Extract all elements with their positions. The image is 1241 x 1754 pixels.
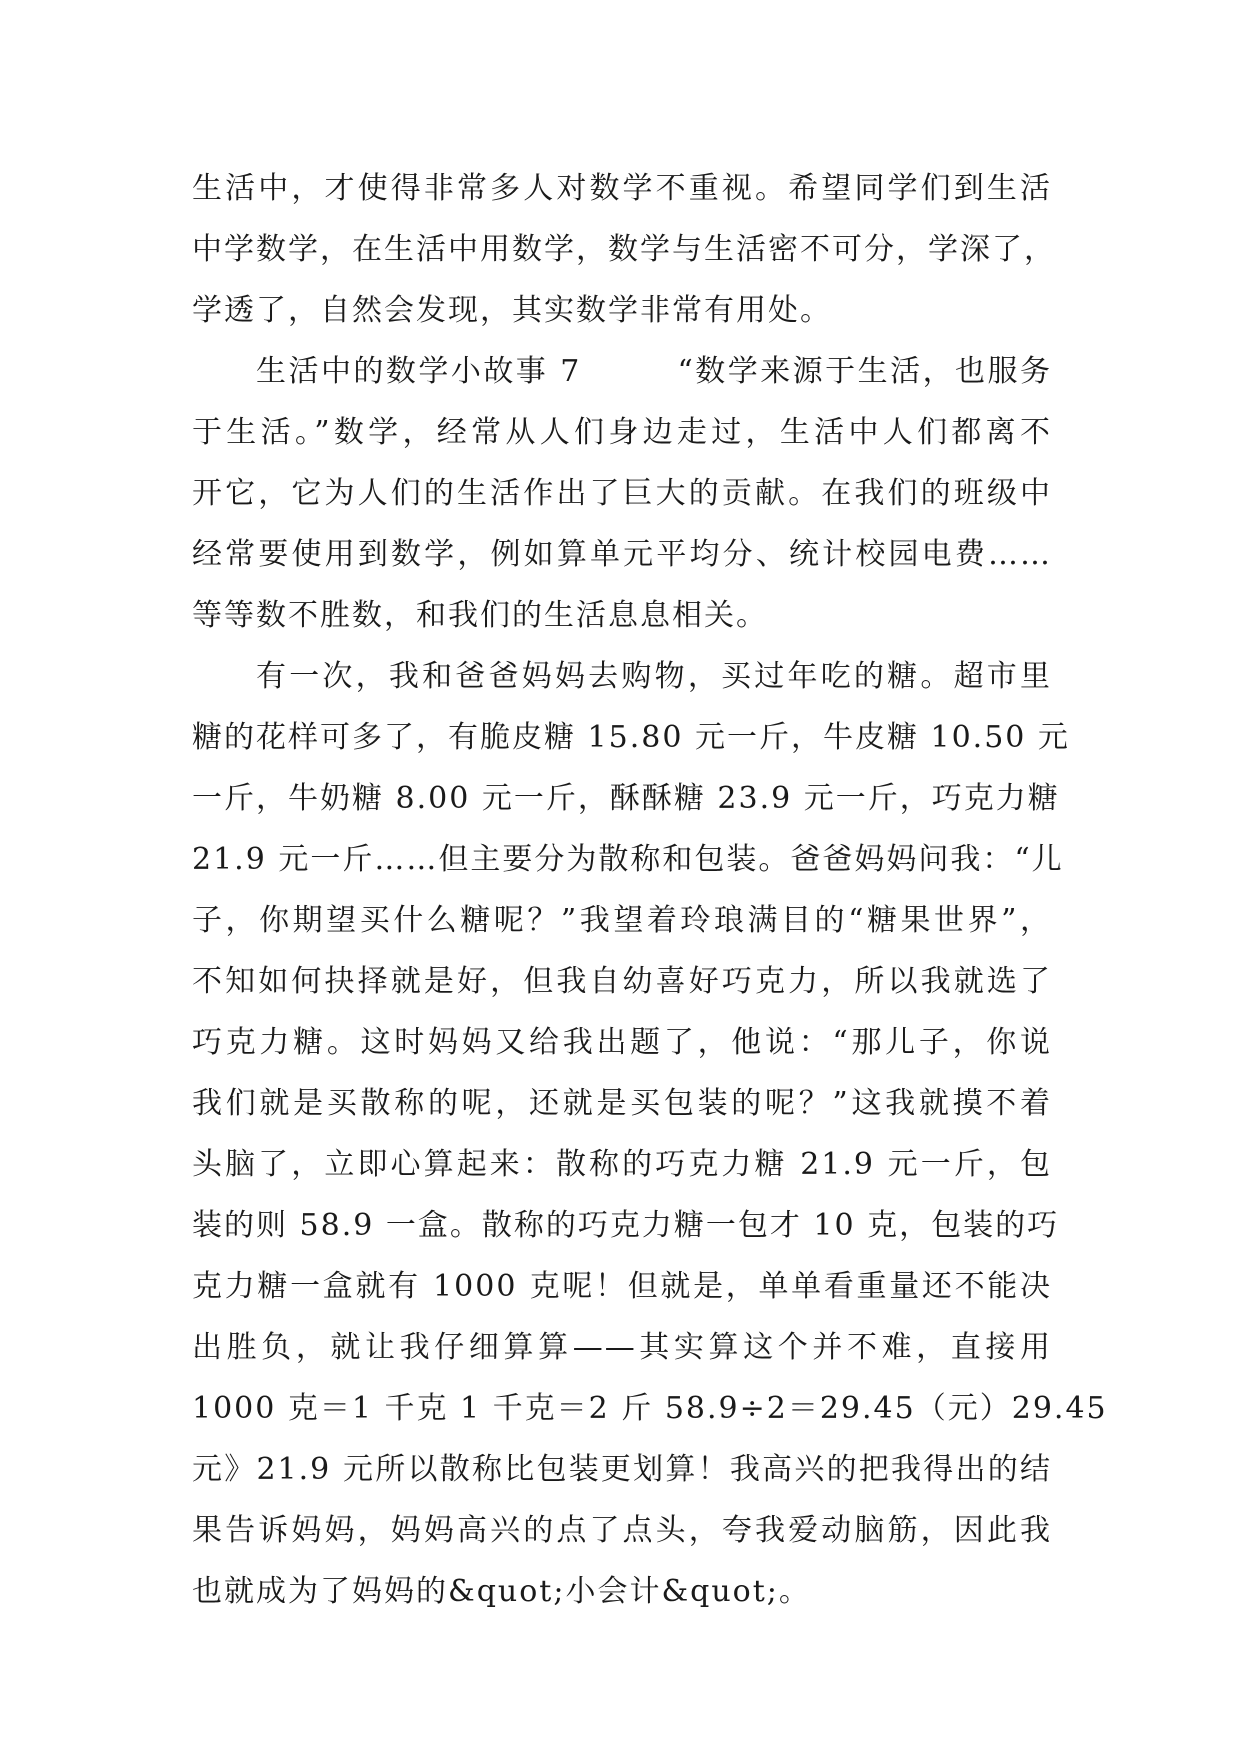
body-text (192, 158, 1108, 1622)
text-line: 子，你期望买什么糖呢？”我望着玲琅满目的“糖果世界”， (192, 903, 1052, 938)
paragraph-2 (192, 341, 1052, 646)
text-line: 于生活。”数学，经常从人们身边走过，生活中人们都离不 (192, 415, 1052, 450)
text-line: 有一次，我和爸爸妈妈去购物，买过年吃的糖。超市里 (256, 659, 1052, 694)
text-line: 生活中的数学小故事 7 “数学来源于生活，也服务 (256, 354, 1052, 389)
text-line: 果告诉妈妈，妈妈高兴的点了点头，夸我爱动脑筋，因此我 (192, 1513, 1052, 1548)
text-line: 等等数不胜数，和我们的生活息息相关。 (192, 598, 768, 633)
text-line: 元》21.9 元所以散称比包装更划算！我高兴的把我得出的结 (192, 1452, 1052, 1487)
text-line: 也就成为了妈妈的&quot;小会计&quot;。 (192, 1574, 811, 1609)
text-line: 不知如何抉择就是好，但我自幼喜好巧克力，所以我就选了 (192, 964, 1052, 999)
text-line: 我们就是买散称的呢，还就是买包装的呢？”这我就摸不着 (192, 1086, 1052, 1121)
text-line: 中学数学，在生活中用数学，数学与生活密不可分，学深了， (192, 232, 1056, 267)
text-line: 开它，它为人们的生活作出了巨大的贡献。在我们的班级中 (192, 476, 1052, 511)
text-line: 克力糖一盒就有 1000 克呢！但就是，单单看重量还不能决 (192, 1269, 1052, 1304)
text-line: 一斤，牛奶糖 8.00 元一斤，酥酥糖 23.9 元一斤，巧克力糖 (192, 781, 1060, 816)
text-line: 经常要使用到数学，例如算单元平均分、统计校园电费…… (192, 537, 1052, 572)
text-line: 糖的花样可多了，有脆皮糖 15.80 元一斤，牛皮糖 10.50 元 (192, 720, 1070, 755)
text-line: 头脑了，立即心算起来：散称的巧克力糖 21.9 元一斤，包 (192, 1147, 1052, 1182)
text-line: 学透了，自然会发现，其实数学非常有用处。 (192, 293, 832, 328)
paragraph-1 (192, 158, 1056, 341)
paragraph-3 (192, 646, 1108, 1622)
text-line: 1000 克＝1 千克 1 千克＝2 斤 58.9÷2＝29.45（元）29.45 (192, 1391, 1108, 1426)
text-line: 出胜负，就让我仔细算算——其实算这个并不难，直接用 (192, 1330, 1052, 1365)
text-line: 生活中，才使得非常多人对数学不重视。希望同学们到生活 (192, 171, 1052, 206)
text-line: 装的则 58.9 一盒。散称的巧克力糖一包才 10 克，包装的巧 (192, 1208, 1060, 1243)
text-line: 巧克力糖。这时妈妈又给我出题了，他说：“那儿子，你说 (192, 1025, 1052, 1060)
text-line: 21.9 元一斤……但主要分为散称和包装。爸爸妈妈问我：“儿 (192, 842, 1064, 877)
